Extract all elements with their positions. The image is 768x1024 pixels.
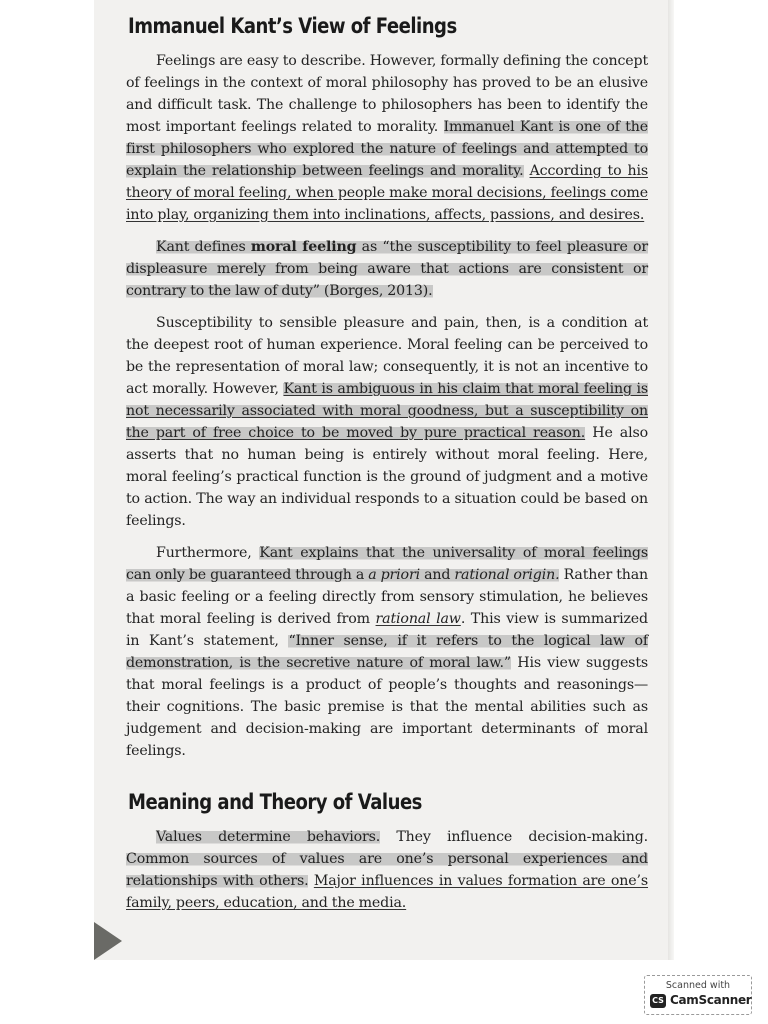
term-rational-origin: rational origin. [454, 567, 560, 583]
rational-law-lead: Rather than a basic feeling or a feeling directly from sensory stimulation, he believes that moral feeling is derived from [126, 567, 649, 627]
paragraph-universality [126, 542, 648, 762]
paragraph-values [126, 826, 648, 914]
paragraph-moral-feeling-definition [126, 236, 648, 302]
paragraph-feelings-intro [126, 50, 648, 226]
summary-lead: . This view is summarized in Kant’s statement, [126, 611, 648, 649]
page-edge [668, 0, 674, 960]
underline-major-influences: Major influences in values formation are one’s family, peers, education, and the media. [126, 873, 649, 911]
term-moral-feeling: moral feeling [250, 239, 357, 255]
watermark-brand-name: CamScanner [670, 993, 752, 1007]
highlight-common-sources: Common sources of values are one’s personal experiences and relationships with others. [126, 851, 648, 889]
highlight-definition [126, 239, 648, 299]
underline-theory: According to his theory of moral feeling, when people make moral decisions, feelings come into play, organizing them into inclinations, affects, passions, and desires. [126, 163, 648, 223]
camscanner-logo-icon: CS [650, 994, 666, 1008]
intro-text: Feelings are easy to describe. However, formally defining the concept of feelings in the context of moral philosophy has proved to be an elusive and difficult task. The challenge to philosophers has been to identify the most important feelings related to morality. [126, 53, 648, 135]
susceptibility-text: Susceptibility to sensible pleasure and pain, then, is a condition at the deepest root of human experience. Moral feeling can be perceived to be the representation of moral law; consequently, it is not an incentive to act morally. However, [126, 315, 648, 397]
watermark-caption: Scanned with [665, 980, 731, 991]
definition-text: as “the susceptibility to feel pleasure or displeasure merely from being aware that actions are consistent or contrary to the law of duty” (Borges, 2013). [126, 239, 648, 299]
definition-lead: Kant defines [156, 239, 246, 255]
camscanner-watermark [644, 975, 752, 1015]
highlight-inner-sense-quote: “Inner sense, if it refers to the logical law of demonstration, is the secretive nature of moral law.” [126, 633, 648, 671]
paragraph-susceptibility [126, 312, 648, 532]
universality-text: Kant explains that the universality of moral feelings can only be guaranteed through a [126, 545, 648, 583]
page-corner-arrow [94, 922, 122, 960]
section-title-values: Meaning and Theory of Values [128, 790, 422, 814]
values-influence: They influence decision-making. [396, 829, 649, 845]
term-rational-law: rational law [375, 611, 461, 627]
highlight-values-determine: Values determine behaviors. [156, 829, 381, 845]
term-a-priori: a priori [368, 567, 420, 583]
highlight-kant-first-philosophers: Immanuel Kant is one of the first philosophers who explored the nature of feelings and attempted to explain the relationship between feelings and morality. [126, 119, 649, 179]
highlight-kant-ambiguous: Kant is ambiguous in his claim that moral feeling is not necessarily associated with moral goodness, but a susceptibility on the part of free choice to be moved by pure practical reason. [126, 381, 648, 441]
cognition-text: His view suggests that moral feelings is a product of people’s thoughts and reasonings—their cognitions. The basic premise is that the mental abilities such as judgement and decision-making are important determinants of moral feelings. [126, 655, 648, 759]
susceptibility-tail: He also asserts that no human being is entirely without moral feeling. Here, moral feeling’s practical function is the ground of judgment and a motive to action. The way an individual responds to a situation could be based on feelings. [126, 425, 648, 529]
section-title-kant: Immanuel Kant’s View of Feelings [128, 14, 457, 38]
conjunction-and: and [424, 567, 451, 583]
furthermore-lead: Furthermore, [156, 545, 252, 561]
document-content [126, 14, 648, 924]
